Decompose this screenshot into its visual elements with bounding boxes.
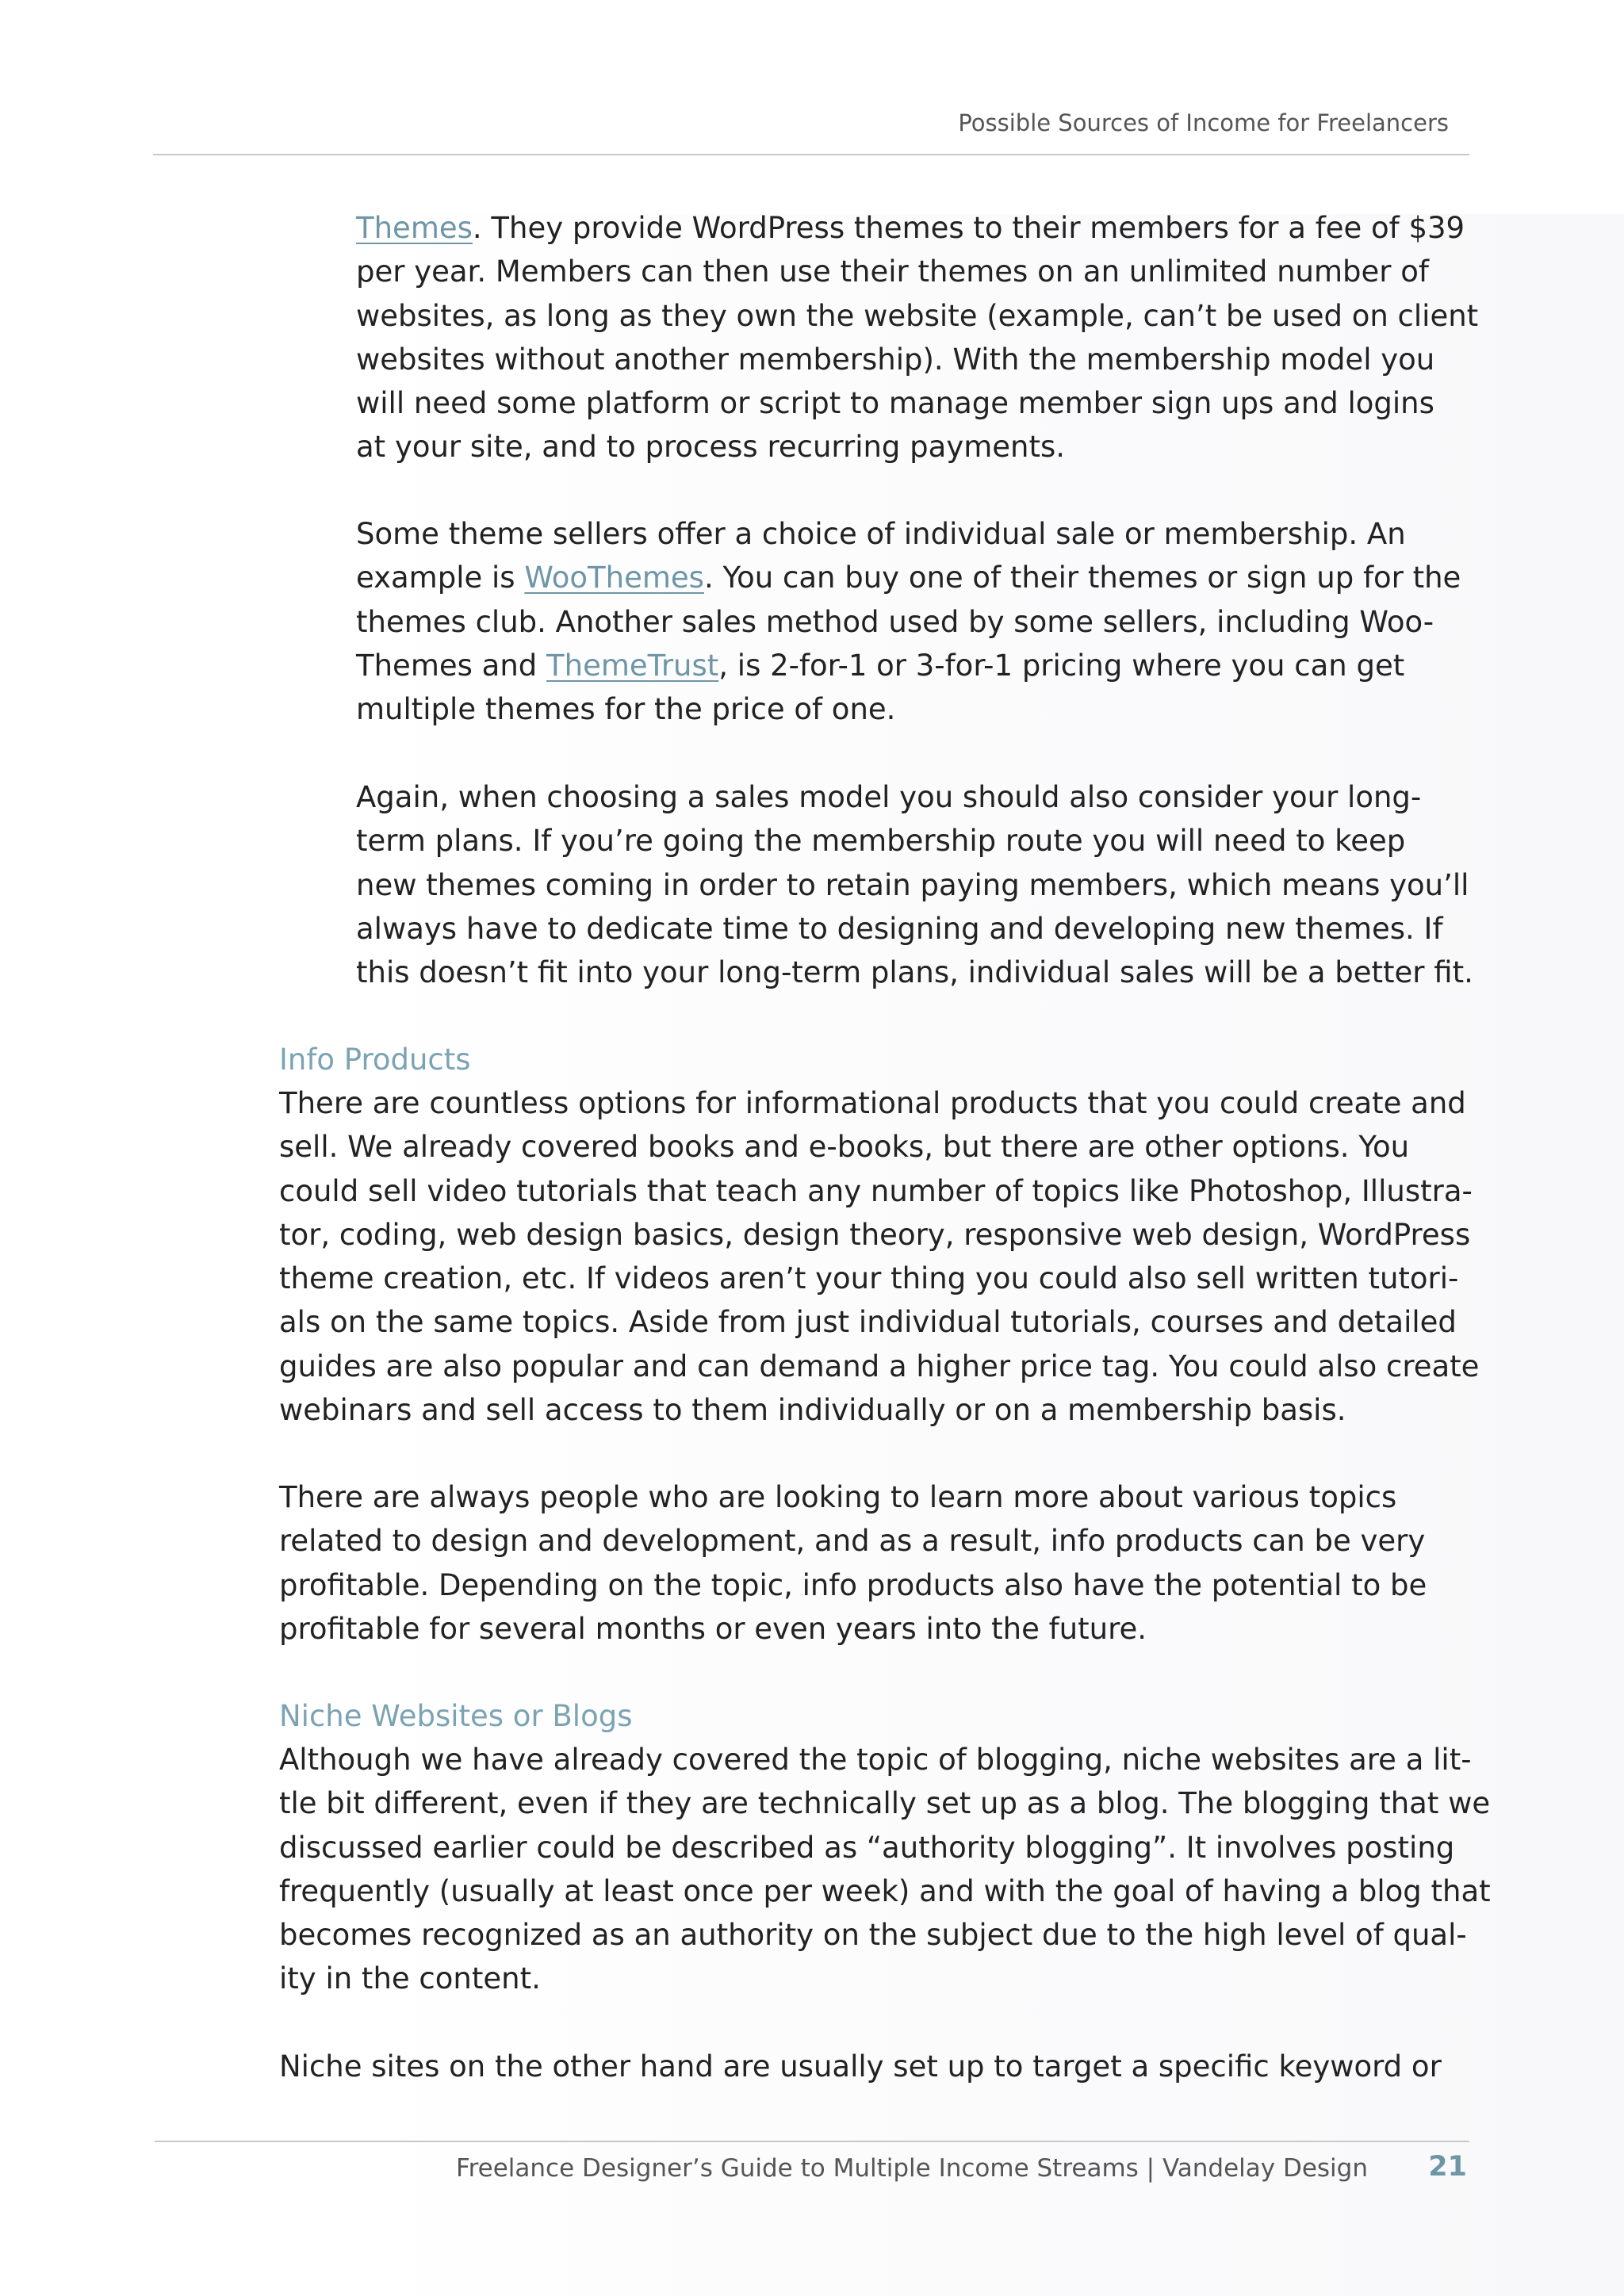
text-line: this doesn’t fit into your long-term plans, individual sales will be a better fit. <box>356 955 1473 990</box>
text-line: Niche sites on the other hand are usually set up to target a specific keyword or <box>279 2049 1442 2084</box>
text-line: themes club. Another sales method used by some sellers, including Woo- <box>356 604 1434 639</box>
text-line: Some theme sellers offer a choice of individual sale or membership. An <box>356 517 1406 551</box>
themes-link[interactable]: Themes <box>356 211 473 245</box>
text-run: , is 2-for-1 or 3-for-1 pricing where you can get <box>718 648 1405 683</box>
text-line: profitable for several months or even years into the future. <box>279 1611 1147 1646</box>
text-line: frequently (usually at least once per week) and with the goal of having a blog that <box>279 1873 1491 1908</box>
text-line: discussed earlier could be described as “authority blogging”. It involves posting <box>279 1830 1455 1865</box>
text-line: ity in the content. <box>279 1961 541 1996</box>
themetrust-link[interactable]: ThemeTrust <box>546 648 719 683</box>
text-line: theme creation, etc. If videos aren’t your thing you could also sell written tutori- <box>279 1261 1459 1296</box>
paragraph-info-products <box>279 1081 1479 1432</box>
woothemes-link[interactable]: WooThemes <box>524 561 704 595</box>
text-line: guides are also popular and can demand a higher price tag. You could also create <box>279 1349 1480 1383</box>
text-line: will need some platform or script to manage member sign ups and logins <box>356 386 1434 421</box>
text-line <box>356 206 1478 250</box>
paragraph-theme-sellers <box>356 512 1461 731</box>
paragraph-membership <box>356 206 1478 469</box>
section-heading-niche-websites: Niche Websites or Blogs <box>279 1699 633 1733</box>
text-line: multiple themes for the price of one. <box>356 692 896 727</box>
text-line: tle bit different, even if they are technically set up as a blog. The blogging that we <box>279 1786 1491 1821</box>
text-line: websites without another membership). With the membership model you <box>356 342 1435 377</box>
text-line: becomes recognized as an authority on the subject due to the high level of qual- <box>279 1918 1467 1953</box>
text-line: new themes coming in order to retain paying members, which means you’ll <box>356 867 1469 902</box>
running-header: Possible Sources of Income for Freelancers <box>958 109 1449 136</box>
text-line <box>356 556 1461 599</box>
text-run: . You can buy one of their themes or sign up for the <box>703 561 1461 595</box>
text-line: There are countless options for informational products that you could create and <box>279 1086 1466 1120</box>
text-line: per year. Members can then use their themes on an unlimited number of <box>356 254 1429 289</box>
paragraph-sales-model <box>356 775 1473 994</box>
text-run: example is <box>356 561 525 595</box>
text-line: related to design and development, and as a result, info products can be very <box>279 1524 1426 1559</box>
text-line: webinars and sell access to them individually or on a membership basis. <box>279 1393 1346 1428</box>
text-line: sell. We already covered books and e-books, but there are other options. You <box>279 1130 1410 1165</box>
text-line: websites, as long as they own the website (example, can’t be used on client <box>356 298 1479 333</box>
text-line <box>356 644 1461 687</box>
text-line: als on the same topics. Aside from just individual tutorials, courses and detailed <box>279 1305 1457 1340</box>
text-run: . They provide WordPress themes to their members for a fee of $39 <box>472 211 1465 245</box>
text-run: Themes and <box>356 648 547 683</box>
text-line: Although we have already covered the topic of blogging, niche websites are a lit- <box>279 1743 1472 1777</box>
text-line: tor, coding, web design basics, design theory, responsive web design, WordPress <box>279 1217 1471 1252</box>
footer-divider <box>155 2141 1469 2142</box>
text-line: at your site, and to process recurring payments. <box>356 430 1066 465</box>
text-line: term plans. If you’re going the membership route you will need to keep <box>356 824 1406 859</box>
text-line: profitable. Depending on the topic, info products also have the potential to be <box>279 1567 1427 1602</box>
text-line: There are always people who are looking to learn more about various topics <box>279 1480 1397 1514</box>
header-divider <box>153 154 1469 155</box>
page-number: 21 <box>1428 2151 1467 2183</box>
footer-book-title: Freelance Designer’s Guide to Multiple Income Streams | Vandelay Design <box>456 2154 1368 2183</box>
paragraph-niche-websites <box>279 1738 1491 2001</box>
text-line: Again, when choosing a sales model you should also consider your long- <box>356 780 1422 814</box>
section-heading-info-products: Info Products <box>279 1043 471 1077</box>
text-line: could sell video tutorials that teach any number of topics like Photoshop, Illustra- <box>279 1173 1473 1208</box>
paragraph-niche-sites <box>279 2045 1442 2088</box>
paragraph-profitability <box>279 1475 1427 1651</box>
text-line: always have to dedicate time to designing and developing new themes. If <box>356 911 1443 946</box>
